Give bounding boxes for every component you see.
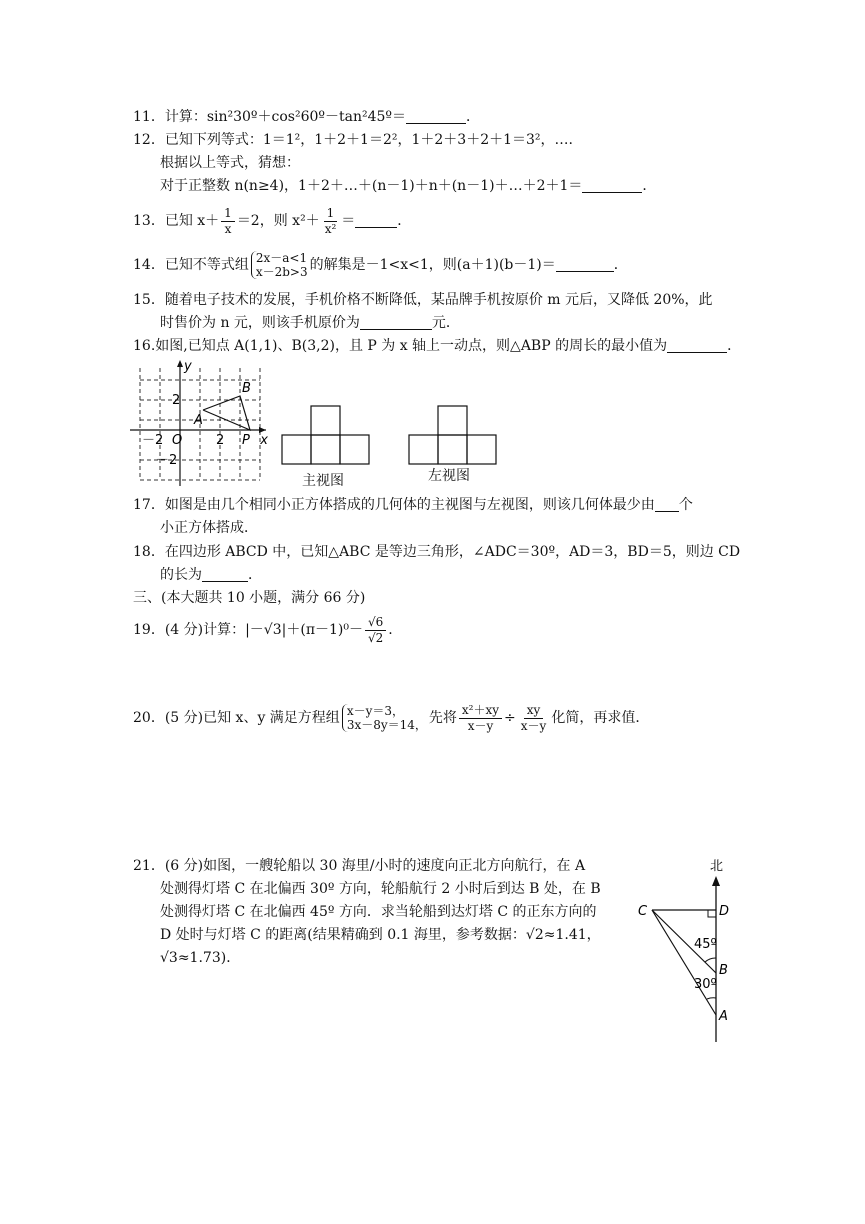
denominator: x xyxy=(224,221,232,236)
tick-y-2: 2 xyxy=(172,393,181,408)
question-14 xyxy=(133,248,628,282)
fraction xyxy=(365,615,386,646)
tick-x-2: 2 xyxy=(216,433,225,448)
fraction xyxy=(518,703,550,734)
front-view-figure xyxy=(280,405,372,467)
point-a-label: A xyxy=(194,413,203,428)
numerator: xy xyxy=(524,703,544,719)
angle-45-label: 45º xyxy=(694,937,717,952)
q15-end: 元． xyxy=(431,315,460,331)
point-p-label: P xyxy=(242,433,250,448)
q20-prefix: 20．(5 分)已知 x、y 满足方程组 xyxy=(133,710,340,726)
question-17 xyxy=(133,495,693,515)
q11-text: 11．计算：sin²30º＋cos²60º－tan²45º＝ xyxy=(133,109,406,125)
triangle-abp xyxy=(203,396,250,430)
point-c-label: C xyxy=(638,904,648,919)
q19-end: . xyxy=(388,622,393,638)
left-view-caption: 左视图 xyxy=(428,468,470,484)
numerator: √6 xyxy=(365,615,386,631)
q12-line3-text: 对于正整数 n(n≥4)，1＋2＋…＋(n－1)＋n＋(n－1)＋…＋2＋1＝ xyxy=(160,178,583,194)
question-13: 13．已知 x＋ $\frac{1}{x}$ ＝2，则 x²＋ $\frac{1}{\text{x²}}$ ＝ ． xyxy=(133,205,412,236)
q14-suffix: 的解集是－1<x<1，则(a＋1)(b－1)＝ xyxy=(309,257,556,273)
q20-end: 化简，再求值． xyxy=(551,710,650,726)
coordinate-grid-figure xyxy=(128,358,268,488)
numerator: 1 xyxy=(221,206,235,222)
angle-30-label: 30º xyxy=(694,977,717,992)
q18-line1: 18．在四边形 ABCD 中，已知△ABC 是等边三角形，∠ADC＝30º，AD＝3，BD＝5，则边 CD xyxy=(133,544,741,560)
q15-line2 xyxy=(160,313,460,333)
answer-blank xyxy=(355,213,397,228)
q13-prefix: 13．已知 x＋ xyxy=(133,213,220,229)
q18-line2 xyxy=(160,565,262,585)
q21-line3: 处测得灯塔 C 在北偏西 45º 方向．求当轮船到达灯塔 C 的正东方向的 xyxy=(160,904,597,920)
north-label: 北 xyxy=(710,859,724,874)
tick-x-neg2: －2 xyxy=(142,433,164,448)
q17-text: 17．如图是由几个相同小正方体搭成的几何体的主视图与左视图，则该几何体最少由 xyxy=(133,497,655,513)
q21-line1: 21．(6 分)如图，一艘轮船以 30 海里/小时的速度向正北方向航行，在 A xyxy=(133,858,586,874)
q14-end: ． xyxy=(613,257,628,273)
answer-blank xyxy=(556,257,614,272)
numerator: x²＋xy xyxy=(459,703,502,719)
point-b-label: B xyxy=(242,381,251,396)
q11-end: ． xyxy=(465,109,480,125)
q12-end: ． xyxy=(642,178,657,194)
system-row: x－2b>3 xyxy=(255,265,308,279)
denominator: x－y xyxy=(467,718,494,733)
navigation-figure xyxy=(630,850,740,1045)
inequality-system xyxy=(251,251,308,279)
angle-30-arc xyxy=(707,998,716,999)
fraction xyxy=(221,206,235,237)
denominator: x－y xyxy=(520,718,547,733)
answer-blank xyxy=(406,109,466,124)
x-label: x xyxy=(260,433,268,448)
point-a-label: A xyxy=(719,1009,728,1024)
left-view-figure xyxy=(407,405,499,467)
answer-blank xyxy=(582,178,642,193)
q12-line3 xyxy=(160,176,656,196)
q21-line5: √3≈1.73)． xyxy=(160,950,241,966)
q13-end: ＝ xyxy=(341,213,356,229)
denominator: x² xyxy=(324,221,337,236)
angle-45-arc xyxy=(705,958,716,962)
answer-blank xyxy=(202,567,248,582)
q13-mid: ＝2，则 x²＋ xyxy=(236,213,320,229)
segment-ca xyxy=(652,910,716,1015)
fraction xyxy=(459,703,502,734)
numerator: 1 xyxy=(324,206,338,222)
divide-sign: ÷ xyxy=(504,710,516,726)
point-d-label: D xyxy=(719,904,730,919)
answer-blank xyxy=(360,315,432,330)
q16-end: ． xyxy=(727,338,742,354)
q16-text: 16.如图,已知点 A(1,1)、B(3,2)，且 P 为 x 轴上一动点，则△ABP 的周长的最小值为 xyxy=(133,338,668,354)
point-b-label: B xyxy=(719,963,728,978)
system-row: 2x－a<1 xyxy=(255,251,308,265)
right-angle-mark xyxy=(708,910,716,917)
fraction xyxy=(322,206,340,237)
y-label: y xyxy=(184,359,192,374)
q20-mid: 先将 xyxy=(428,710,457,726)
north-arrow-icon xyxy=(712,876,720,886)
answer-blank xyxy=(667,338,727,353)
system-row: 3x－8y＝14， xyxy=(346,718,427,732)
question-19 xyxy=(133,610,393,650)
q19-prefix: 19．(4 分)计算：|－√3|＋(π－1)⁰－ xyxy=(133,622,364,638)
q21-line2: 处测得灯塔 C 在北偏西 30º 方向，轮船航行 2 小时后到达 B 处，在 B xyxy=(160,881,601,897)
origin-label: O xyxy=(172,433,183,448)
equation-system xyxy=(342,704,427,732)
q18-line2-text: 的长为 xyxy=(160,567,202,583)
q17-line2: 小正方体搭成． xyxy=(160,520,258,536)
q12-line1: 12．已知下列等式：1＝1²，1＋2＋1＝2²，1＋2＋3＋2＋1＝3²，…. xyxy=(133,132,573,148)
front-view-caption: 主视图 xyxy=(302,473,344,489)
question-20 xyxy=(133,697,649,739)
section-3-heading: 三、(本大题共 10 小题，满分 66 分) xyxy=(133,590,366,606)
q14-prefix: 14．已知不等式组 xyxy=(133,257,249,273)
q21-line4: D 处时与灯塔 C 的距离(结果精确到 0.1 海里，参考数据：√2≈1.41， xyxy=(160,927,601,943)
question-16 xyxy=(133,336,741,356)
q17-text-end: 个 xyxy=(678,497,693,513)
system-row: x－y＝3， xyxy=(346,704,404,718)
q12-line2: 根据以上等式，猜想： xyxy=(160,155,300,171)
answer-blank xyxy=(655,497,679,512)
q15-line1: 15．随着电子技术的发展，手机价格不断降低，某品牌手机按原价 m 元后，又降低 20%，此 xyxy=(133,292,713,308)
q15-line2-text: 时售价为 n 元，则该手机原价为 xyxy=(160,315,360,331)
denominator: √2 xyxy=(368,630,384,645)
tick-y-neg2: －2 xyxy=(156,453,178,468)
q18-end: ． xyxy=(248,567,262,583)
question-11 xyxy=(133,107,480,127)
